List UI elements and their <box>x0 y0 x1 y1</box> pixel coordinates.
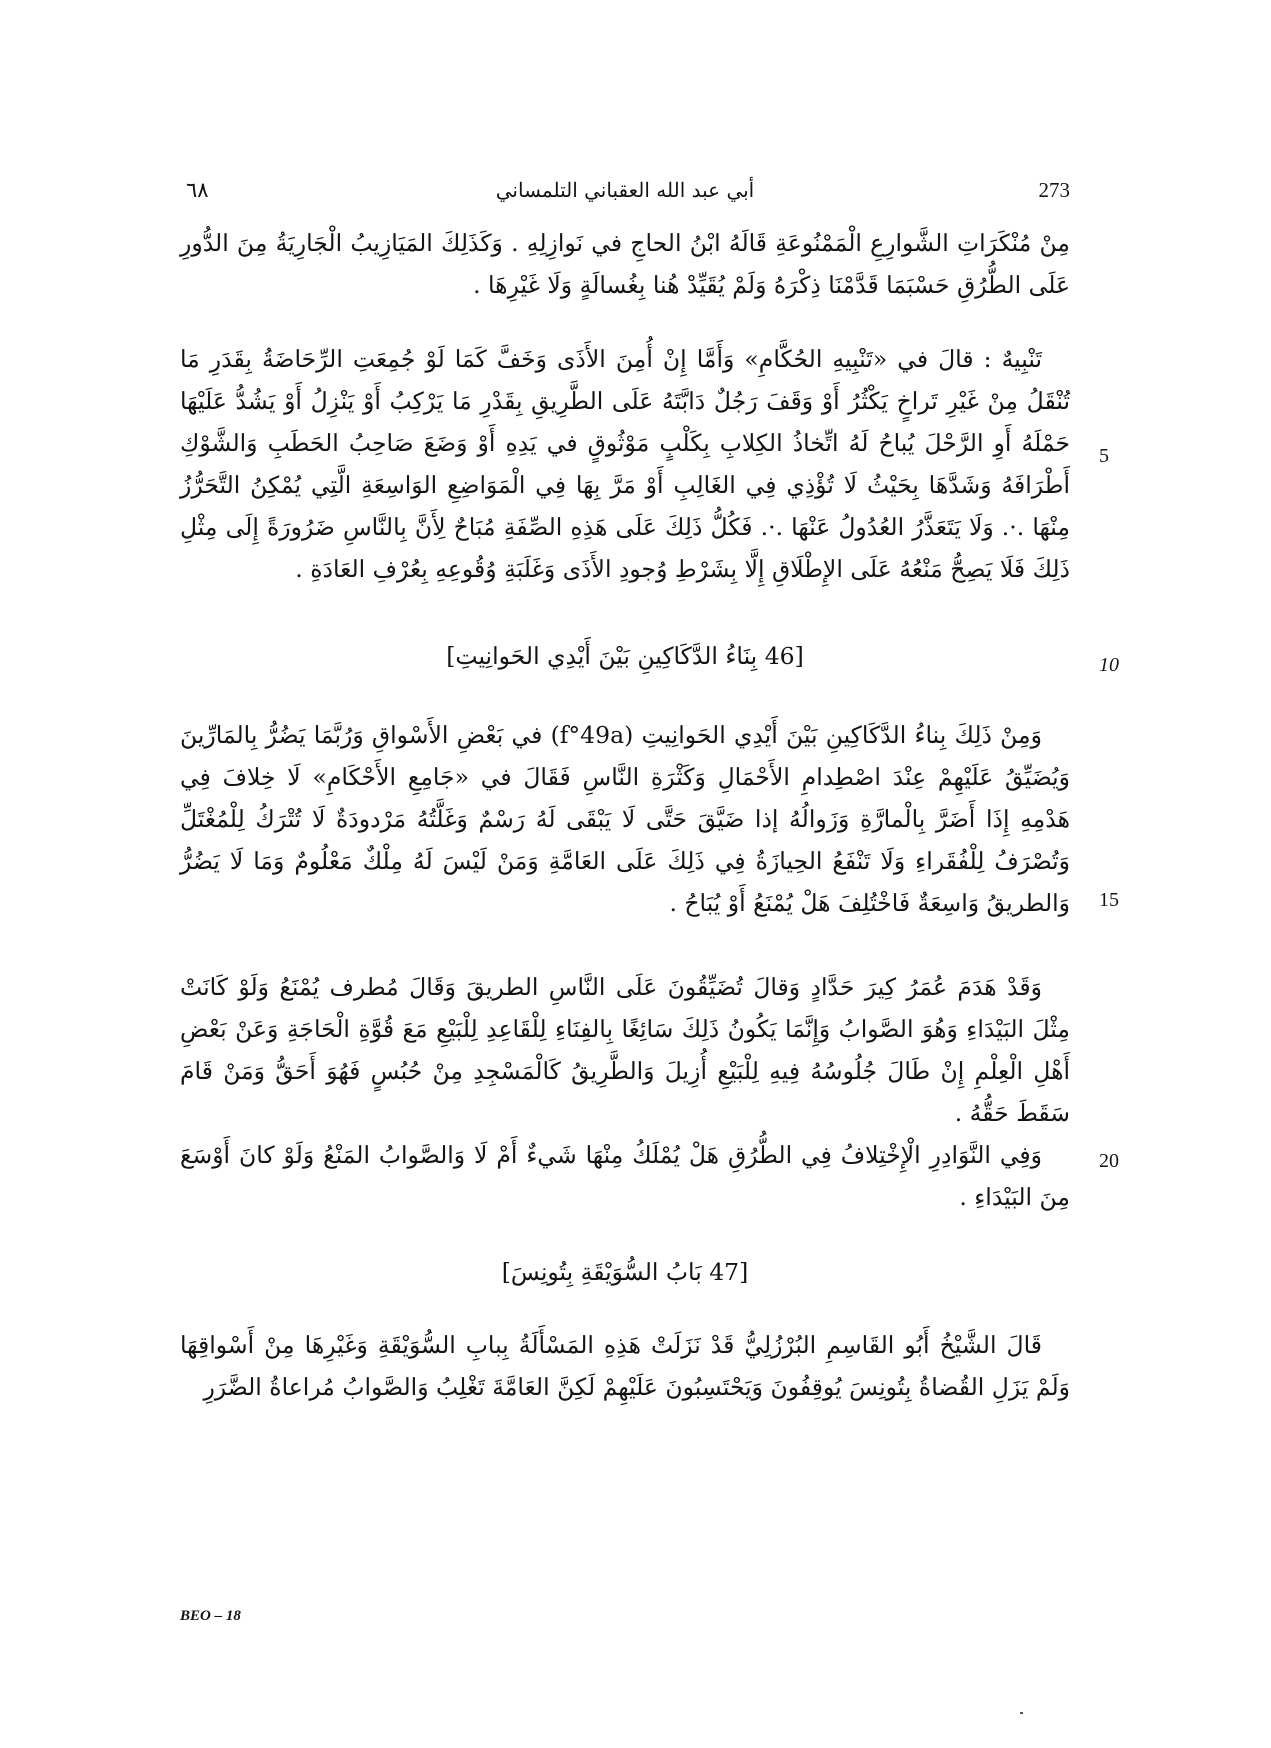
paragraph-3: وَمِنْ ذَلِكَ بِناءُ الدَّكَاكِينِ بَيْنَ أَيْدِي الحَوانِيتِ (f°49a) في بَعْضِ الأَسْواقِ وَرُبَّمَا يَضُرُّ بِالمَارِّينَ وَيُضَيِّقُ عَلَيْهِمْ عِنْدَ اصْطِدامِ الأَحْمَالِ وَكَثْرَةِ النَّاسِ فَقَالَ في «جَامِعِ الأَحْكَامِ» لَا خِلافَ فِي هَدْمِهِ إِذَا أَضَرَّ بِالْمارَّةِ وَزَوالُهُ إذا ضَيَّقَ حَتَّى لَا يَبْقَى لَهُ رَسْمٌ وَغَلَّتُهُ مَرْدودَةٌ لَا تُتْرَكُ لِلْمُغْتَلِّ وَتُصْرَفُ لِلْفُقَراءِ وَلَا تَنْفَعُ الحِيازَةُ فِي ذَلِكَ عَلَى العَامَّةِ وَمَنْ لَيْسَ لَهُ مِلْكٌ مَعْلُومٌ وَمَا لَا يَضُرُّ وَالطريقُ وَاسِعَةٌ فَاخْتُلِفَ هَلْ يُمْنَعُ أَوْ يُبَاحُ . <box>180 721 1070 917</box>
line-number-15: 15 <box>1099 889 1119 911</box>
line-number-5: 5 <box>1099 445 1109 467</box>
paragraph-5: وَفِي النَّوَادِرِ الْإِخْتِلافُ فِي الطُّرُقِ هَلْ يُمْلَكُ مِنْهَا شَيءٌ أَمْ لَا وَالصَّوابُ المَنْعُ وَلَوْ كانَ أَوْسَعَ مِنَ البَيْدَاءِ . <box>180 1141 1070 1211</box>
page-number-arabic: ٦٨ <box>186 178 209 202</box>
scan-speck <box>1020 1712 1023 1714</box>
paragraph-2: تَنْبِيهٌ : قالَ في «تَنْبِيهِ الحُكَّامِ» وَأَمَّا إِنْ أُمِنَ الأَذَى وَخَفَّ كَمَا لَوْ جُمِعَتِ الرِّحَاضَةُ بِقَدَرِ مَا تُنْقَلُ مِنْ غَيْرِ تَراخٍ يَكْثُرُ أَوْ وَقَفَ رَجُلٌ دَابَّتَهُ عَلَى الطَّرِيقِ بِقَدْرِ مَا يَرْكِبُ أَوْ يَنْزِلُ أَوْ يَشُدُّ عَلَيْهَا حَمْلَهُ أَوِ الرَّحْلَ يُباحُ لَهُ اتِّخاذُ الكِلابِ بِكَلْبٍ مَوْثُوقٍ في يَدِهِ أَوْ وَضَعَ صَاحِبُ الحَطَبِ وَالشَّوْكِ أَطْرَافَهُ وَشَدَّهَا بِحَيْثُ لَا تُؤْذِي فِي الغَالِبِ أَوْ مَرَّ بِهَا فِي الْمَوَاضِعِ الوَاسِعَةِ الَّتِي يُمْكِنُ التَّحَرُّزُ مِنْهَا .·. وَلَا يَتَعَذَّرُ العُدُولُ عَنْهَا .·. فَكُلُّ ذَلِكَ عَلَى هَذِهِ الصِّفَةِ مُبَاحٌ لِأَنَّ بِالنَّاسِ ضَرُورَةً إِلَى مِثْلِ ذَلِكَ فَلَا يَصِحُّ مَنْعُهُ عَلَى الإِطْلَاقِ إِلَّا بِشَرْطِ وُجودِ الأَذَى وَغَلَبَةِ وُقُوعِهِ بِعُرْفِ العَادَةِ . <box>180 345 1070 583</box>
section-heading-46: [46 بِنَاءُ الدَّكَاكِينِ بَيْنَ أَيْدِي الحَوانِيتِ] <box>446 642 804 670</box>
line-number-20: 20 <box>1099 1150 1119 1172</box>
paragraph-4: وَقَدْ هَدَمَ عُمَرُ كِيرَ حَدَّادٍ وَقالَ تُضَيِّقُونَ عَلَى النَّاسِ الطريقَ وَقَالَ مُطرف يُمْنَعُ وَلَوْ كَانَتْ مِثْلَ البَيْدَاءِ وَهُوَ الصَّوابُ وَإِنَّمَا يَكُونُ ذَلِكَ سَائِغًا بِالفِنَاءِ لِلْقَاعِدِ لِلْبَيْعِ مَعَ قُوَّةِ الْحَاجَةِ وَعَنْ بَعْضِ أَهْلِ الْعِلْمِ إِنْ طَالَ جُلُوسُهُ فِيهِ لِلْبَيْعِ أُزِيلَ وَالطَّرِيقُ كَالْمَسْجِدِ مِنْ حُبُسٍ فَهُوَ أَحَقُّ وَمَنْ قَامَ سَقَطَ حَقُّهُ . <box>180 973 1070 1127</box>
paragraph-1: مِنْ مُنْكَرَاتِ الشَّوارِعِ الْمَمْنُوعَةِ قَالَهُ ابْنُ الحاجِ في نَوازِلِهِ . وَكَذَلِكَ المَيَازِيبُ الْجَارِيَةُ مِنَ الدُّورِ عَلَى الطُّرُقِ حَسْبَمَا قَدَّمْنَا ذِكْرَهُ وَلَمْ يُقَيِّدْ هُنا بِغُسالَةٍ وَلَا غَيْرِهَا . <box>180 229 1070 299</box>
line-number-10: 10 <box>1099 654 1119 676</box>
page-header <box>180 178 1070 212</box>
paragraph-6: قَالَ الشَّيْخُ أَبُو القَاسِمِ البُرْزُلِيُّ قَدْ نَزَلَتْ هَذِهِ المَسْأَلَةُ بِبابِ السُّوَيْقَةِ وَغَيْرِهَا مِنْ أَسْواقِهَا وَلَمْ يَزَلِ القُضاةُ بِتُونِسَ يُوقِفُونَ وَيَحْتَسِبُونَ عَلَيْهِمْ لَكِنَّ العَامَّةَ تَغْلِبُ وَالصَّوابُ مُراعاةُ الضَّرَرِ <box>180 1331 1070 1401</box>
running-title: أبي عبد الله العقباني التلمساني <box>495 178 755 202</box>
footer-signature: BEO – 18 <box>180 1608 241 1624</box>
page-number-latin: 273 <box>1038 178 1070 202</box>
section-heading-47: [47 بَابُ السُّوَيْقَةِ بِتُونِسَ] <box>501 1258 749 1286</box>
